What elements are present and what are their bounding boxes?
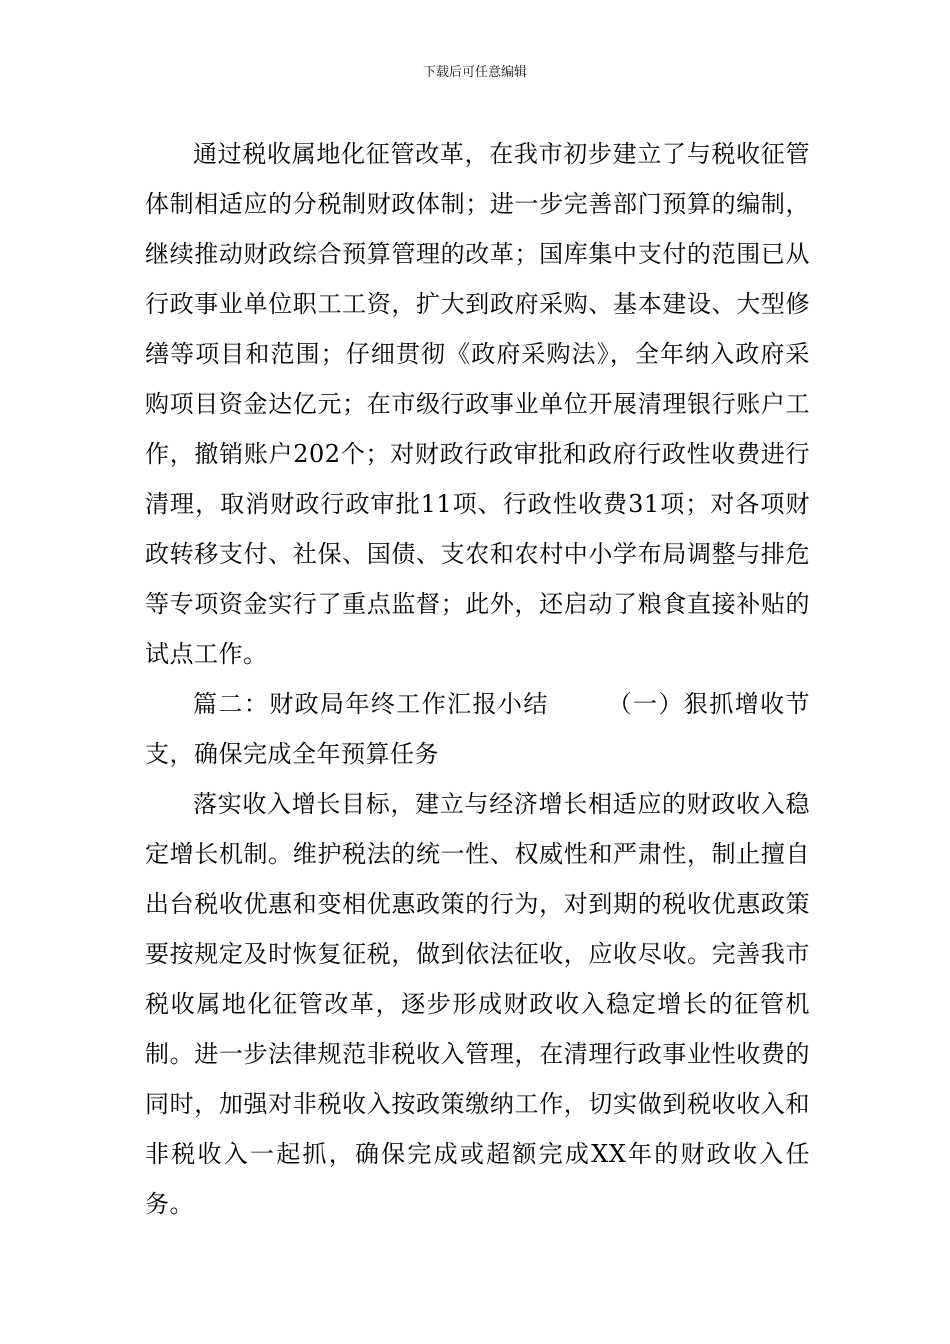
section-subtitle: （一）狠抓增收节支，确保完成全年预算任务	[145, 690, 811, 768]
page-header: 下载后可任意编辑	[422, 65, 527, 80]
paragraph-reform-summary: 通过税收属地化征管改革，在我市初步建立了与税收征管体制相适应的分税制财政体制；进一步完善部门预算的编制，继续推动财政综合预算管理的改革；国库集中支付的范围已从行政事业单位职工工资，扩大到政府采购、基本建设、大型修缮等项目和范围；仔细贯彻《政府采购法》，全年纳入政府采购项目资金达亿元；在市级行政事业单位开展清理银行账户工作，撤销账户202个；对财政行政审批和政府行政性收费进行清理，取消财政行政审批11项、行政性收费31项；对各项财政转移支付、社保、国债、支农和农村中小学布局调整与排危等专项资金实行了重点监督；此外，还启动了粮食直接补贴的试点工作。	[145, 140, 810, 668]
paragraph-revenue-goals: 落实收入增长目标，建立与经济增长相适应的财政收入稳定增长机制。维护税法的统一性、权威性和严肃性，制止擅自出台税收优惠和变相优惠政策的行为，对到期的税收优惠政策要按规定及时恢复征税，做到依法征收，应收尽收。完善我市税收属地化征管改革，逐步形成财政收入稳定增长的征管机制。进一步法律规范非税收入管理，在清理行政事业性收费的同时，加强对非税收入按政策缴纳工作，切实做到税收收入和非税收入一起抓，确保完成或超额完成XX年的财政收入任务。	[145, 790, 810, 1218]
document-body	[145, 129, 810, 1229]
section-heading	[145, 679, 810, 779]
section-title: 篇二：财政局年终工作汇报小结	[193, 690, 549, 718]
